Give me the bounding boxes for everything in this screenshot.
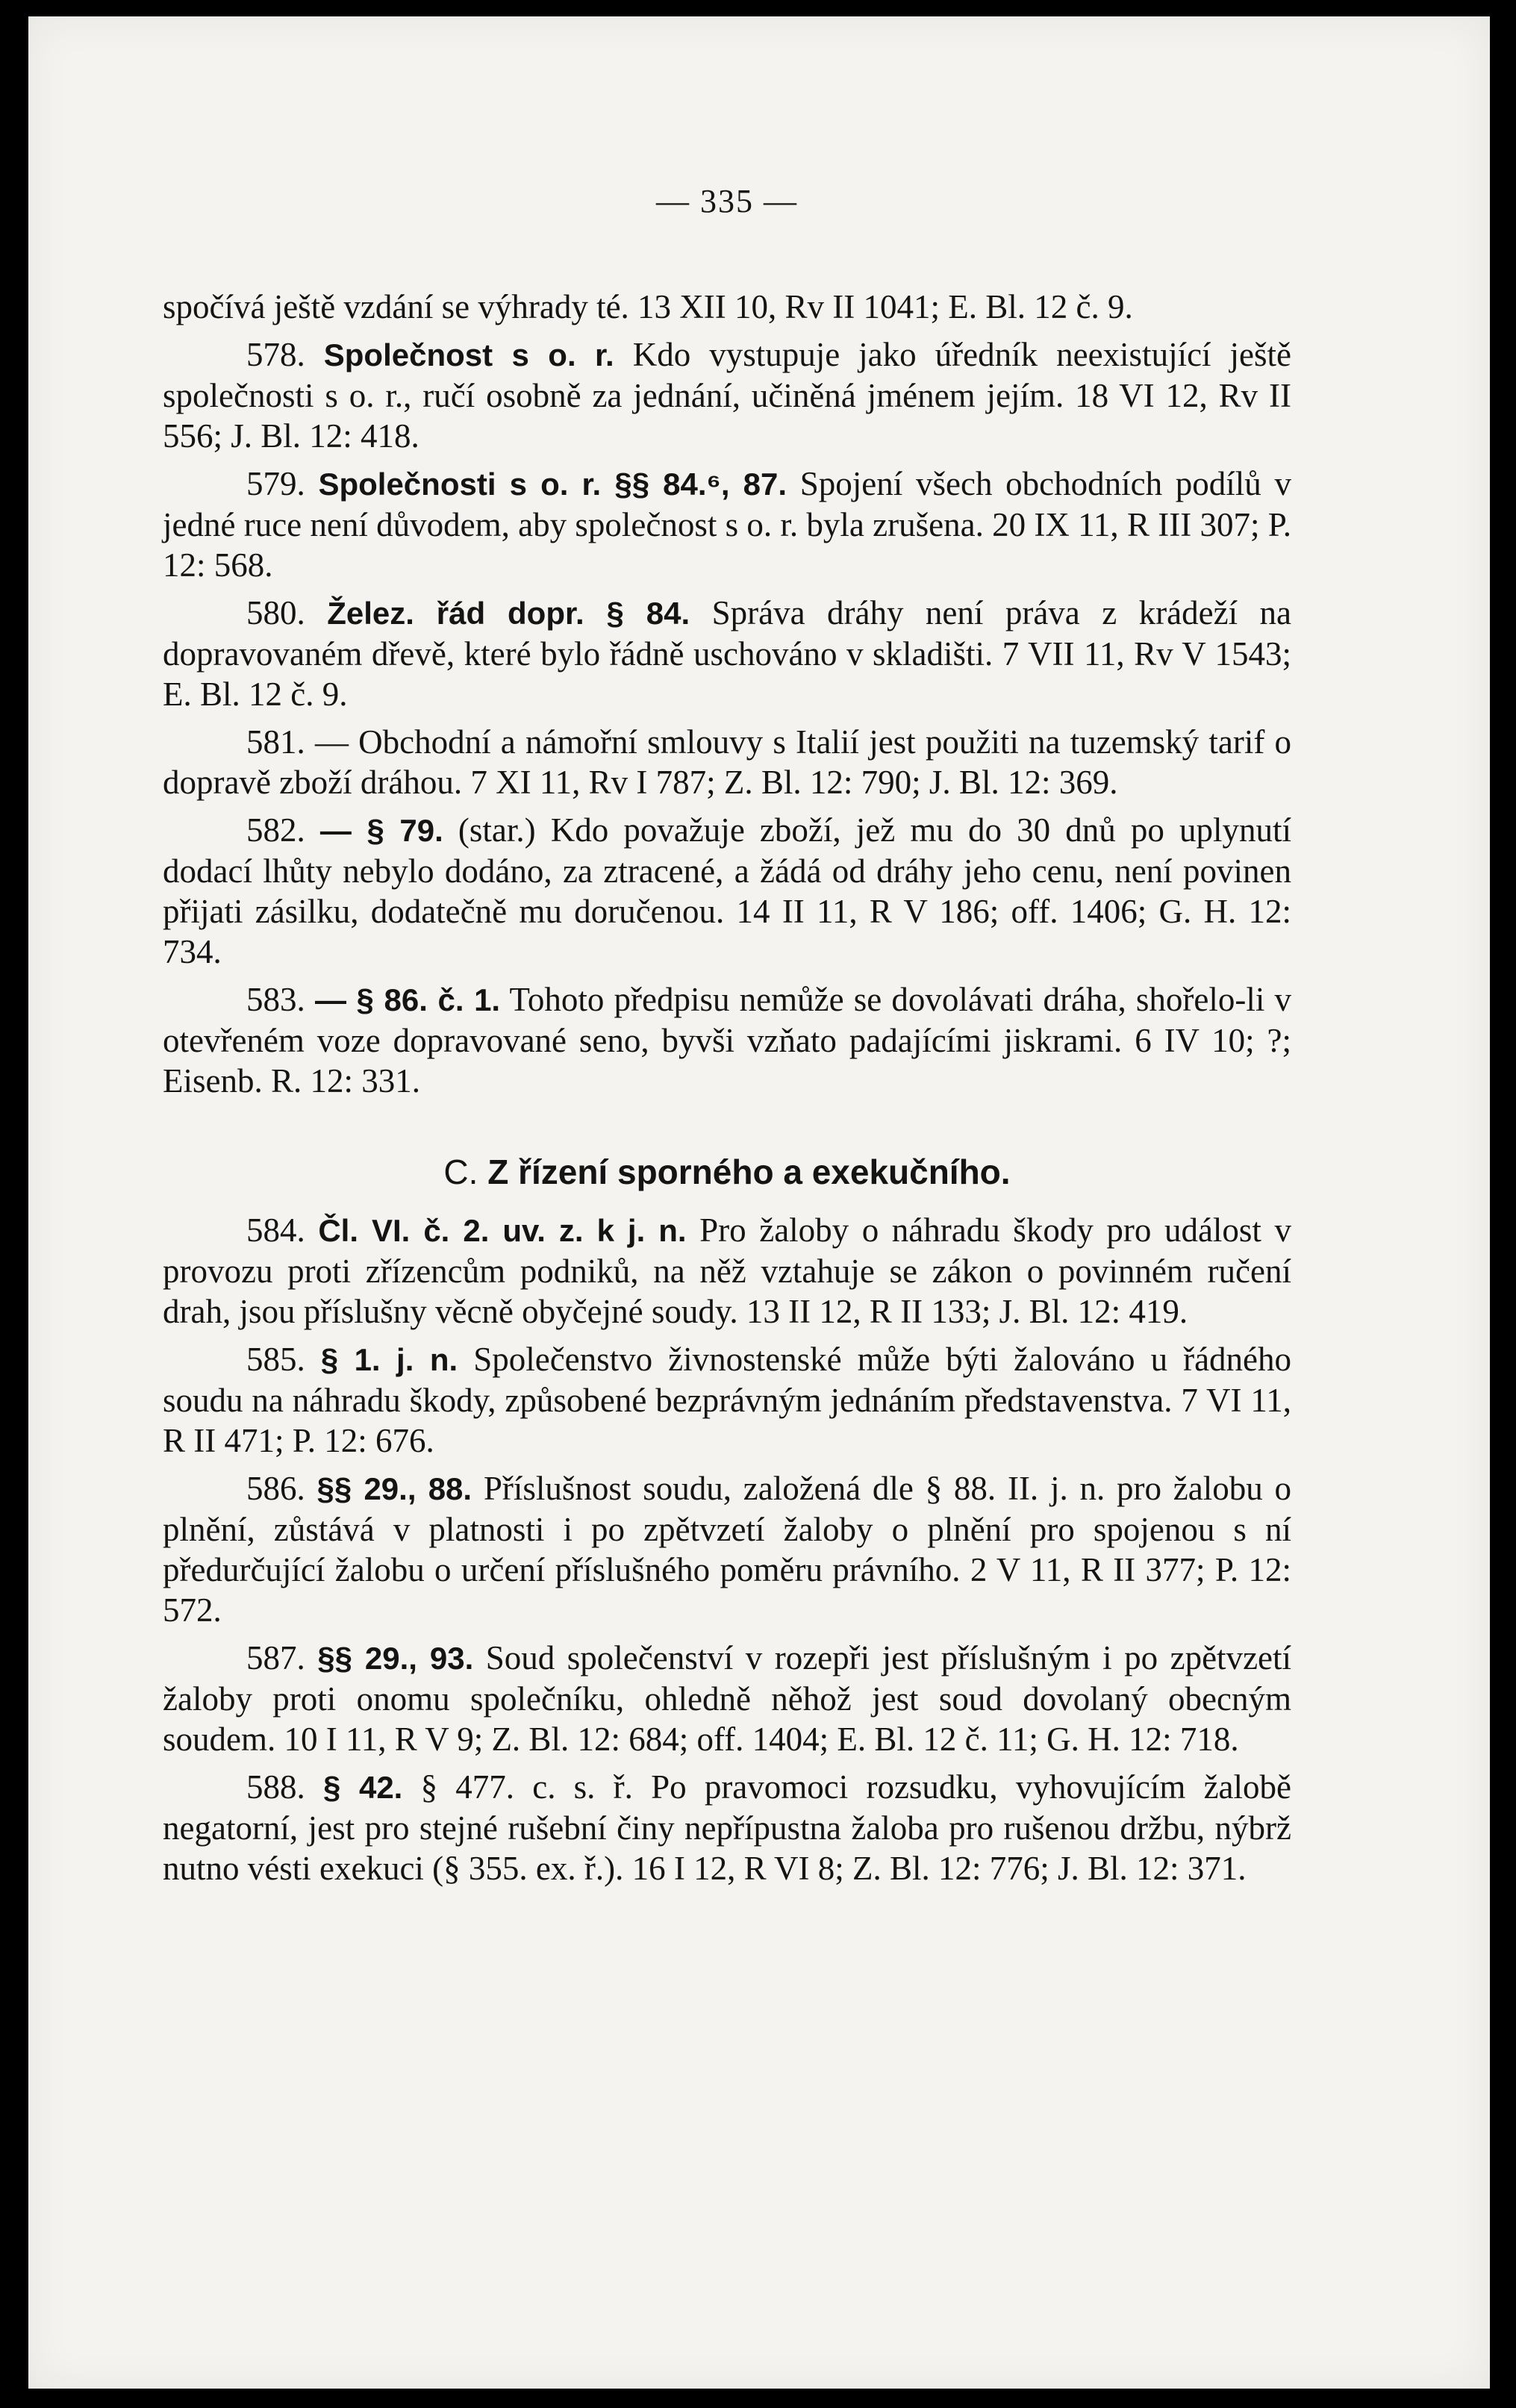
entry-paragraph <box>163 1339 1291 1461</box>
entry-reference: §§ 29., 93. <box>317 1641 474 1676</box>
entry-text: Příslušnost soudu, založená dle § 88. II. j. n. pro žalobu o plnění, zůstává v platnosti i po zpětvzetí žaloby o plnění pro spojenou s ní předurčující žalobu o určení příslušného poměru právního. 2 V 11, R II 377; P. 12: 572. <box>163 1470 1292 1629</box>
entry-text: Kdo vystupuje jako úředník neexistující ještě společnosti s o. r., ručí osobně za jednání, učiněná jménem jejím. 18 VI 12, Rv II 556; J. Bl. 12: 418. <box>163 336 1291 455</box>
entry-reference: §§ 29., 88. <box>316 1471 472 1506</box>
entry-paragraph <box>163 1767 1291 1888</box>
entry-text: Soud společenství v rozepři jest příslušným i po zpětvzetí žaloby proti onomu společníku, ohledně něhož jest soud dovolaný obecným soudem. 10 I 11, R V 9; Z. Bl. 12: 684; off. 1404; E. Bl. 12 č. 11; G. H. 12: 718. <box>163 1639 1292 1758</box>
entry-paragraph <box>163 1638 1291 1759</box>
page <box>28 16 1490 2389</box>
entry-number: 585. <box>246 1341 305 1378</box>
entry-reference: § 42. <box>322 1770 403 1805</box>
page-number: — 335 — <box>656 183 798 219</box>
entries-list-c <box>163 1210 1291 1888</box>
entry-reference: Želez. řád dopr. § 84. <box>327 596 690 631</box>
entry-reference: Společnosti s o. r. §§ 84.⁶, 87. <box>318 467 787 502</box>
entry-text: Společenstvo živnostenské může býti žalováno u řádného soudu na náhradu škody, způsobené bezprávným jednáním představenstva. 7 VI 11, R II 471; P. 12: 676. <box>163 1341 1292 1459</box>
entry-text: Správa dráhy není práva z krádeží na dopravovaném dřevě, které bylo řádně uschováno v skladišti. 7 VII 11, Rv V 1543; E. Bl. 12 č. 9. <box>163 594 1291 713</box>
entry-paragraph <box>163 1210 1291 1332</box>
entry-number: 579. <box>246 465 305 502</box>
entry-number: 583. <box>246 981 305 1018</box>
body-text <box>163 287 1291 1888</box>
section-title: Z řízení sporného a exekučního. <box>487 1152 1011 1191</box>
entry-paragraph <box>163 1468 1291 1630</box>
entry-number: 584. <box>246 1211 305 1249</box>
entry-number: 582. <box>246 811 305 849</box>
entries-list-a <box>163 334 1291 1101</box>
entry-text: (star.) Kdo považuje zboží, jež mu do 30 dnů po uplynutí dodací lhůty nebylo dodáno, za ztracené, a žádá od dráhy jeho cenu, není povinen přijati zásilku, dodatečně mu doručenou. 14 II 11, R V 186; off. 1406; G. H. 12: 734. <box>163 811 1292 970</box>
entry-paragraph <box>163 334 1291 456</box>
entry-number: 580. <box>246 594 305 631</box>
continuation-paragraph: spočívá ještě vzdání se výhrady té. 13 XII 10, Rv II 1041; E. Bl. 12 č. 9. <box>163 288 1133 325</box>
entry-paragraph <box>163 810 1291 972</box>
entry-reference: Společnost s o. r. <box>323 337 614 372</box>
entry-reference: § 1. j. n. <box>320 1342 458 1377</box>
entry-number: 578. <box>246 336 305 373</box>
entry-text: Pro žaloby o náhradu škody pro událost v provozu proti zřízencům podniků, na něž vztahuje se zákon o povinném ručení drah, jsou příslušny věcně obyčejné soudy. 13 II 12, R II 133; J. Bl. 12: 419. <box>163 1211 1292 1330</box>
entry-text: Tohoto předpisu nemůže se dovolávati dráha, shořelo-li v otevřeném voze dopravované seno, byvši vzňato padajícími jiskrami. 6 IV 10; ?; Eisenb. R. 12: 331. <box>163 981 1292 1099</box>
section-letter: C. <box>443 1152 478 1191</box>
entry-number: 586. <box>246 1470 305 1507</box>
entry-reference: Čl. VI. č. 2. uv. z. k j. n. <box>318 1213 687 1248</box>
entry-paragraph <box>163 979 1291 1101</box>
entry-reference: — § 79. <box>319 813 443 848</box>
entry-number: 581. <box>246 723 305 761</box>
entry-paragraph <box>163 464 1291 585</box>
entry-number: 587. <box>246 1639 305 1676</box>
entry-text: § 477. c. s. ř. Po pravomoci rozsudku, vyhovujícím žalobě negatorní, jest pro stejné rušební činy nepřípustna žaloba pro rušenou držbu, nýbrž nutno vésti exekuci (§ 355. ex. ř.). 16 I 12, R VI 8; Z. Bl. 12: 776; J. Bl. 12: 371. <box>163 1768 1292 1887</box>
entry-text: — Obchodní a námořní smlouvy s Italií jest použiti na tuzemský tarif o dopravě zboží dráhou. 7 XI 11, Rv I 787; Z. Bl. 12: 790; J. Bl. 12: 369. <box>163 723 1292 801</box>
section-heading <box>163 1152 1291 1192</box>
entry-text: Spojení všech obchodních podílů v jedné ruce není důvodem, aby společnost s o. r. byla zrušena. 20 IX 11, R III 307; P. 12: 568. <box>163 465 1291 584</box>
entry-number: 588. <box>246 1768 305 1806</box>
entry-paragraph <box>163 593 1291 714</box>
entry-paragraph <box>163 722 1291 802</box>
entry-reference: — § 86. č. 1. <box>314 982 501 1017</box>
